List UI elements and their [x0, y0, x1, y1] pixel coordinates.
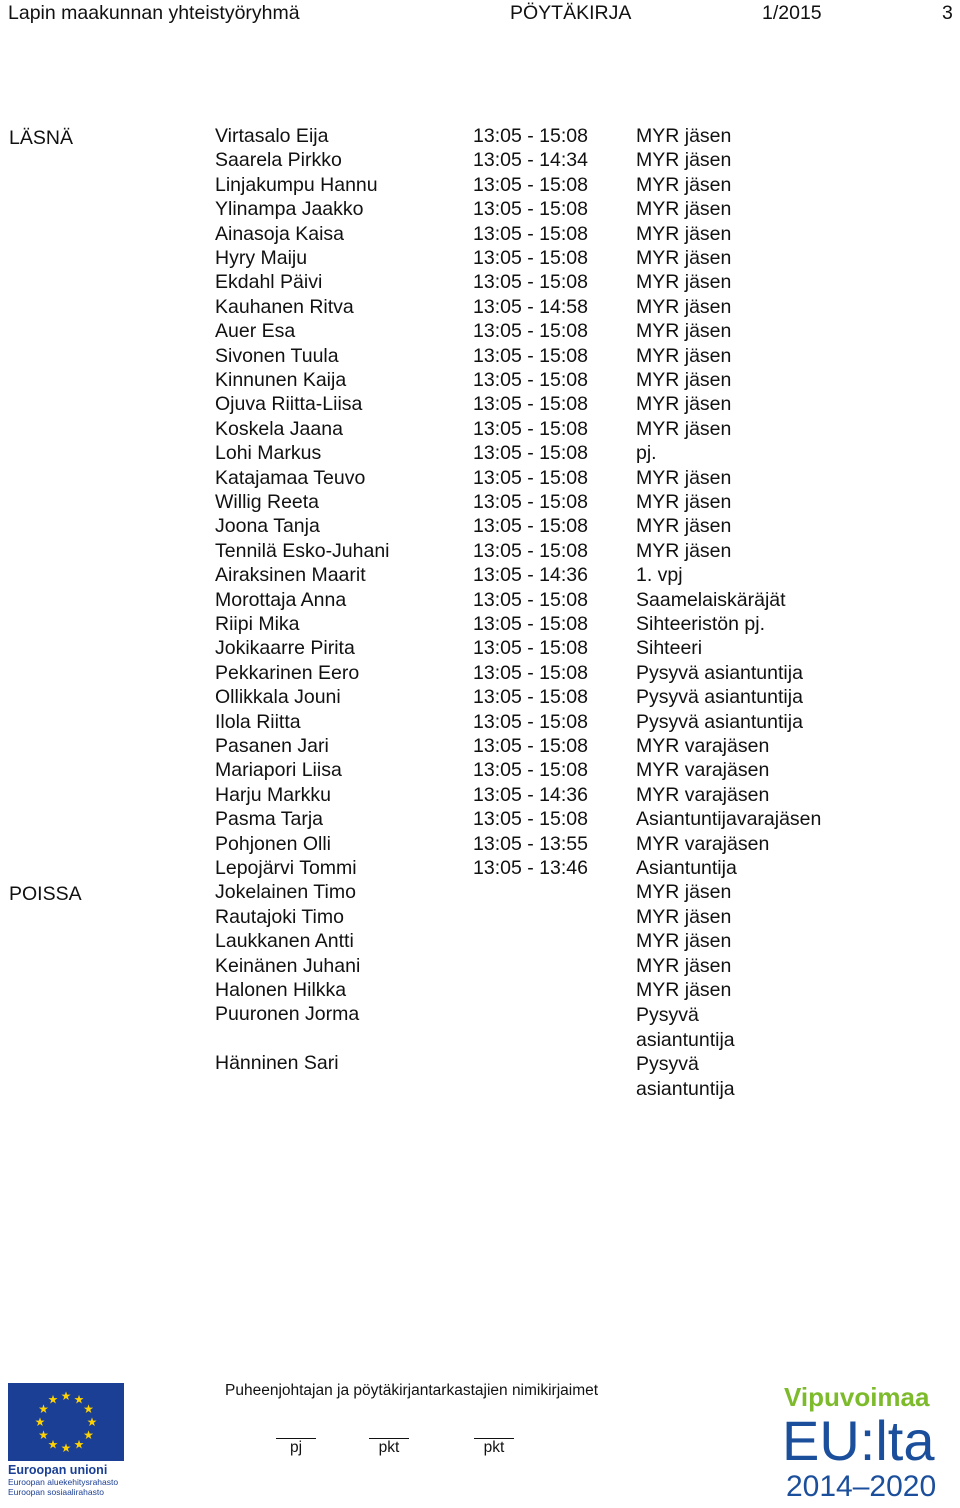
present-row	[0, 271, 960, 295]
member-role: MYR jäsen	[636, 198, 732, 221]
eu-star-icon: ★	[86, 1415, 98, 1429]
vip-logo-line1: Vipuvoimaa	[784, 1382, 930, 1412]
absent-row	[0, 881, 960, 905]
document-type: PÖYTÄKIRJA	[510, 2, 632, 24]
attendance-time: 13:05 - 15:08	[473, 173, 588, 196]
absent-row	[0, 1003, 960, 1051]
member-role: MYR jäsen	[636, 979, 732, 1001]
member-name: Sivonen Tuula	[215, 344, 339, 367]
present-row	[0, 442, 960, 466]
member-name: Rautajoki Timo	[215, 905, 344, 928]
absent-row	[0, 906, 960, 930]
eu-logo-fund-1: Euroopan aluekehitysrahasto	[8, 1477, 119, 1487]
member-name: Pekkarinen Eero	[215, 661, 360, 684]
eu-star-icon: ★	[73, 1437, 85, 1452]
member-name: Jokelainen Timo	[215, 881, 356, 904]
attendance-time: 13:05 - 15:08	[473, 466, 588, 489]
present-row	[0, 540, 960, 564]
member-role: MYR varajäsen	[636, 759, 770, 782]
member-name: Ollikkala Jouni	[215, 686, 341, 709]
member-name: Airaksinen Maarit	[215, 564, 366, 587]
member-role: MYR jäsen	[636, 295, 732, 318]
member-name: Ylinampa Jaakko	[215, 198, 364, 221]
attendance-time: 13:05 - 15:08	[473, 613, 588, 635]
eu-logo-title: Euroopan unioni	[8, 1463, 108, 1477]
member-role: MYR jäsen	[636, 344, 732, 367]
present-row	[0, 393, 960, 417]
signature-label: pkt	[378, 1439, 400, 1456]
member-role: MYR jäsen	[636, 393, 732, 416]
present-row	[0, 345, 960, 369]
member-role: MYR jäsen	[636, 320, 732, 343]
present-label: LÄSNÄ	[9, 127, 73, 149]
absent-row	[0, 1052, 960, 1100]
member-role: MYR jäsen	[636, 466, 732, 489]
member-role: Pysyvä asiantuntija	[636, 710, 803, 733]
present-row	[0, 174, 960, 198]
member-role: MYR jäsen	[636, 954, 732, 977]
member-role: MYR jäsen	[636, 930, 732, 953]
absent-row	[0, 979, 960, 1003]
signature-label: pj	[289, 1439, 303, 1456]
organization-name: Lapin maakunnan yhteistyöryhmä	[8, 2, 300, 24]
member-name: Koskela Jaana	[215, 417, 343, 440]
present-row	[0, 711, 960, 735]
member-role: pj.	[636, 442, 657, 465]
attendance-time: 13:05 - 15:08	[473, 344, 588, 367]
present-row	[0, 857, 960, 881]
eu-star-icon: ★	[47, 1392, 59, 1407]
member-name: Riipi Mika	[215, 613, 300, 635]
member-name: Pasma Tarja	[215, 808, 324, 831]
eu-star-icon: ★	[38, 1402, 49, 1416]
member-role: MYR jäsen	[636, 222, 732, 245]
present-row	[0, 735, 960, 759]
signature-slot-examiner-1	[369, 1422, 409, 1457]
member-name: Linjakumpu Hannu	[215, 173, 378, 196]
absent-label: POISSA	[9, 883, 82, 905]
signature-title: Puheenjohtajan ja pöytäkirjantarkastajien nimikirjaimet	[225, 1382, 599, 1399]
signature-line	[276, 1422, 316, 1439]
member-name: Lohi Markus	[215, 442, 322, 465]
present-row	[0, 784, 960, 808]
attendance-time: 13:05 - 15:08	[473, 222, 588, 245]
member-role: MYR jäsen	[636, 271, 732, 294]
present-row	[0, 467, 960, 491]
attendance-time: 13:05 - 15:08	[473, 710, 588, 733]
member-name: Saarela Pirkko	[215, 149, 342, 172]
member-name: Ekdahl Päivi	[215, 271, 323, 294]
present-row	[0, 759, 960, 783]
member-name: Halonen Hilkka	[215, 979, 347, 1001]
member-role: MYR jäsen	[636, 515, 732, 538]
member-name: Lepojärvi Tommi	[215, 857, 357, 879]
attendance-time: 13:05 - 15:08	[473, 271, 588, 294]
member-role: MYR jäsen	[636, 905, 732, 928]
attendance-time: 13:05 - 15:08	[473, 320, 588, 343]
present-row	[0, 320, 960, 344]
absent-row	[0, 930, 960, 954]
present-row	[0, 149, 960, 173]
member-role: Pysyvä asiantuntija	[636, 686, 803, 709]
member-name: Ainasoja Kaisa	[215, 222, 344, 245]
member-name: Morottaja Anna	[215, 588, 347, 611]
attendance-time: 13:05 - 15:08	[473, 198, 588, 221]
vip-logo-line2: EU:lta	[782, 1409, 935, 1472]
attendance-time: 13:05 - 15:08	[473, 442, 588, 465]
attendance-time: 13:05 - 15:08	[473, 588, 588, 611]
present-row	[0, 686, 960, 710]
attendance-time: 13:05 - 15:08	[473, 808, 588, 831]
member-role: MYR jäsen	[636, 149, 732, 172]
present-row	[0, 833, 960, 857]
member-role: MYR jäsen	[636, 247, 732, 269]
present-row	[0, 515, 960, 539]
eu-star-icon: ★	[38, 1428, 49, 1442]
member-name: Auer Esa	[215, 320, 296, 343]
member-role: MYR varajäsen	[636, 832, 770, 855]
present-row	[0, 198, 960, 222]
attendance-time: 13:05 - 15:08	[473, 515, 588, 538]
page-number: 3	[942, 2, 953, 24]
member-name: Joona Tanja	[215, 515, 320, 538]
eu-star-icon: ★	[34, 1415, 46, 1429]
member-role: MYR jäsen	[636, 173, 732, 196]
signature-label: pkt	[483, 1439, 505, 1456]
vip-logo-line3: 2014–2020	[786, 1470, 937, 1502]
member-role: Pysyvä asiantuntija	[636, 1053, 735, 1100]
eu-star-icon: ★	[83, 1428, 94, 1442]
present-row	[0, 296, 960, 320]
member-role: Pysyvä asiantuntija	[636, 1004, 735, 1051]
member-name: Mariapori Liisa	[215, 759, 342, 782]
member-role: MYR varajäsen	[636, 783, 770, 806]
member-name: Kauhanen Ritva	[215, 295, 354, 318]
attendance-time: 13:05 - 13:55	[473, 832, 588, 855]
member-role: MYR jäsen	[636, 491, 732, 513]
present-row	[0, 125, 960, 149]
member-role: MYR jäsen	[636, 539, 732, 562]
member-name: Ojuva Riitta-Liisa	[215, 393, 363, 416]
attendance-time: 13:05 - 15:08	[473, 369, 588, 391]
attendance-time: 13:05 - 15:08	[473, 247, 588, 269]
member-role: Asiantuntijavarajäsen	[636, 808, 822, 831]
absent-row	[0, 955, 960, 979]
attendance-time: 13:05 - 14:36	[473, 783, 588, 806]
member-name: Jokikaarre Pirita	[215, 637, 355, 660]
eu-star-icon: ★	[47, 1437, 59, 1452]
member-role: MYR varajäsen	[636, 735, 770, 757]
member-name: Puuronen Jorma	[215, 1003, 360, 1026]
member-role: 1. vpj	[636, 564, 683, 587]
member-role: Asiantuntija	[636, 857, 737, 879]
member-role: MYR jäsen	[636, 369, 732, 391]
page-header	[0, 0, 960, 26]
attendance-time: 13:05 - 14:34	[473, 149, 588, 172]
present-row	[0, 613, 960, 637]
eu-star-icon: ★	[60, 1441, 72, 1455]
member-name: Hänninen Sari	[215, 1052, 339, 1075]
member-name: Katajamaa Teuvo	[215, 466, 366, 489]
present-row	[0, 564, 960, 588]
member-role: MYR jäsen	[636, 417, 732, 440]
attendance-time: 13:05 - 14:36	[473, 564, 588, 587]
member-name: Ilola Riitta	[215, 710, 301, 733]
present-row	[0, 662, 960, 686]
attendance-time: 13:05 - 13:46	[473, 857, 588, 879]
member-name: Willig Reeta	[215, 491, 320, 513]
signature-line	[474, 1422, 514, 1439]
attendance-time: 13:05 - 15:08	[473, 539, 588, 562]
present-row	[0, 369, 960, 393]
member-name: Tennilä Esko-Juhani	[215, 539, 390, 562]
member-role: MYR jäsen	[636, 125, 732, 147]
member-name: Pasanen Jari	[215, 735, 329, 757]
member-role: Saamelaiskäräjät	[636, 588, 786, 611]
member-role: MYR jäsen	[636, 881, 732, 904]
attendance-time: 13:05 - 15:08	[473, 491, 588, 513]
member-role: Pysyvä asiantuntija	[636, 661, 803, 684]
member-name: Kinnunen Kaija	[215, 369, 347, 391]
signature-slot-chair	[276, 1422, 316, 1457]
present-row	[0, 589, 960, 613]
attendance-time: 13:05 - 14:58	[473, 295, 588, 318]
signature-slot-examiner-2	[474, 1422, 514, 1457]
attendance-time: 13:05 - 15:08	[473, 125, 588, 147]
attendance-time: 13:05 - 15:08	[473, 417, 588, 440]
eu-logo	[8, 1383, 124, 1501]
member-name: Laukkanen Antti	[215, 930, 354, 953]
eu-star-icon: ★	[83, 1402, 94, 1416]
attendance-time: 13:05 - 15:08	[473, 661, 588, 684]
member-name: Virtasalo Eija	[215, 125, 329, 147]
vipuvoimaa-logo	[782, 1380, 954, 1502]
attendance-time: 13:05 - 15:08	[473, 759, 588, 782]
member-name: Harju Markku	[215, 783, 331, 806]
present-row	[0, 418, 960, 442]
member-name: Hyry Maiju	[215, 247, 308, 269]
signature-line	[369, 1422, 409, 1439]
attendance-time: 13:05 - 15:08	[473, 686, 588, 709]
present-row	[0, 247, 960, 271]
member-role: Sihteeristön pj.	[636, 613, 765, 635]
eu-star-icon: ★	[73, 1392, 85, 1407]
attendance-time: 13:05 - 15:08	[473, 393, 588, 416]
document-number: 1/2015	[762, 2, 822, 24]
present-row	[0, 223, 960, 247]
attendance-time: 13:05 - 15:08	[473, 735, 588, 757]
attendance-time: 13:05 - 15:08	[473, 637, 588, 660]
present-row	[0, 491, 960, 515]
present-row	[0, 637, 960, 661]
eu-logo-fund-2: Euroopan sosiaalirahasto	[8, 1487, 104, 1497]
member-name: Pohjonen Olli	[215, 832, 331, 855]
member-role: Sihteeri	[636, 637, 703, 660]
present-row	[0, 808, 960, 832]
member-name: Keinänen Juhani	[215, 954, 361, 977]
eu-flag-icon	[8, 1383, 124, 1461]
eu-star-icon: ★	[60, 1389, 72, 1403]
